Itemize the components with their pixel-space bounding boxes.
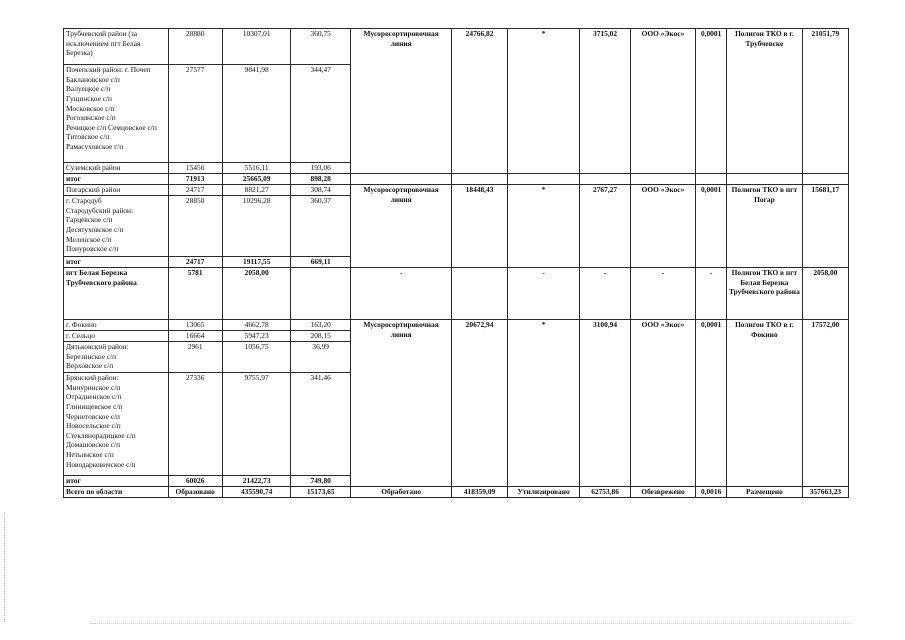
value-cell: ООО «Экос» <box>630 320 696 487</box>
row-label-cell: итог <box>64 174 169 185</box>
value-cell: Полигон ТКО в пгт Белая Березка Трубчевского района <box>726 268 802 320</box>
value-cell: Обработано <box>350 487 451 498</box>
value-cell: * <box>507 320 580 487</box>
value-cell: - <box>630 268 696 320</box>
table-row <box>64 320 849 331</box>
page-bottom-marks <box>90 623 850 625</box>
value-cell <box>802 174 848 185</box>
row-label-cell <box>64 342 169 373</box>
value-cell: 10307,01 <box>222 29 291 65</box>
label-line: Брянский район: <box>66 373 119 382</box>
row-label-cell: г. Сельцо <box>64 331 169 342</box>
row-label-cell: Погарский район <box>64 185 169 196</box>
value-cell: 25665,09 <box>222 174 291 185</box>
value-cell: 193,06 <box>291 163 350 174</box>
value-cell: 15173,65 <box>291 487 350 498</box>
value-cell: 5781 <box>168 268 222 320</box>
label-line: Речицкое с/п Семцовское с/п Титовское с/п <box>66 122 157 142</box>
value-cell: - <box>696 268 727 320</box>
label-line: Гущинское с/п <box>66 93 112 103</box>
value-cell: 0,0016 <box>696 487 727 498</box>
label-line: Новодарковичское с/п <box>66 459 136 469</box>
value-cell: 16664 <box>168 331 222 342</box>
row-label-cell: Суземский район <box>64 163 169 174</box>
table-row <box>64 29 849 65</box>
value-cell: 360,37 <box>291 196 350 257</box>
value-cell: Размещено <box>726 487 802 498</box>
label-line: Баклановское с/п <box>66 74 120 84</box>
label-line: Отрадненское с/п <box>66 392 122 402</box>
value-cell: Образовано <box>168 487 222 498</box>
value-cell: Полигон ТКО в г. Фокино <box>726 320 802 487</box>
value-cell: * <box>507 185 580 268</box>
value-cell <box>507 174 580 185</box>
value-cell: 18448,43 <box>452 185 507 268</box>
label-line: Верховское с/п <box>66 361 114 371</box>
label-line: Мичуринское с/п <box>66 382 121 392</box>
value-cell <box>452 268 507 320</box>
value-cell: - <box>580 268 630 320</box>
page-edge-marks <box>4 512 7 622</box>
value-cell: 24717 <box>168 185 222 196</box>
value-cell: 163,20 <box>291 320 350 331</box>
row-label-cell <box>64 65 169 163</box>
value-cell: 0,0001 <box>696 185 727 268</box>
label-line: Почепский район: г. Почеп <box>66 65 151 74</box>
table-row <box>64 185 849 196</box>
value-cell: 19117,55 <box>222 257 291 268</box>
value-cell: 27577 <box>168 65 222 163</box>
value-cell: 2767,27 <box>580 185 630 268</box>
value-cell <box>726 174 802 185</box>
value-cell: 749,80 <box>291 476 350 487</box>
row-label-cell: итог <box>64 476 169 487</box>
value-cell: 0,0001 <box>696 320 727 487</box>
value-cell: Обезврежено <box>630 487 696 498</box>
row-label-cell <box>64 373 169 476</box>
label-line: Домашовское с/п <box>66 440 121 450</box>
value-cell: 24766,82 <box>452 29 507 174</box>
value-cell: 435590,74 <box>222 487 291 498</box>
value-cell: 28880 <box>168 29 222 65</box>
value-cell: 21051,79 <box>802 29 848 174</box>
value-cell: 60026 <box>168 476 222 487</box>
value-cell: 24717 <box>168 257 222 268</box>
value-cell <box>696 174 727 185</box>
value-cell: 344,47 <box>291 65 350 163</box>
value-cell: 4662,78 <box>222 320 291 331</box>
value-cell: 10296,28 <box>222 196 291 257</box>
value-cell: 27336 <box>168 373 222 476</box>
value-cell: 9755,97 <box>222 373 291 476</box>
value-cell: 28850 <box>168 196 222 257</box>
row-label-cell: итог <box>64 257 169 268</box>
value-cell: 71913 <box>168 174 222 185</box>
value-cell: Утилизировано <box>507 487 580 498</box>
label-line: Нетьинское с/п <box>66 450 114 459</box>
label-line: Рамасуховское г/п <box>66 142 124 151</box>
label-line: Глинищевское с/п <box>66 401 123 411</box>
value-cell: 3715,02 <box>580 29 630 174</box>
value-cell <box>452 174 507 185</box>
value-cell: - <box>507 268 580 320</box>
value-cell: 2058,00 <box>222 268 291 320</box>
value-cell: 9841,98 <box>222 65 291 163</box>
value-cell: 2058,00 <box>802 268 848 320</box>
label-line: Гарцевское с/п <box>66 215 113 225</box>
label-line: Стародубский район: <box>66 205 133 215</box>
value-cell: Полигон ТКО в пгт Погар <box>726 185 802 268</box>
value-cell: 15456 <box>168 163 222 174</box>
value-cell: 418359,09 <box>452 487 507 498</box>
value-cell: 360,75 <box>291 29 350 65</box>
value-cell: 20672,94 <box>452 320 507 487</box>
label-line: Меленское с/п <box>66 234 112 244</box>
table-row <box>64 268 849 320</box>
value-cell: 5947,23 <box>222 331 291 342</box>
value-cell <box>291 268 350 320</box>
waste-summary-table <box>63 28 849 498</box>
value-cell: 36,99 <box>291 342 350 373</box>
value-cell: 308,74 <box>291 185 350 196</box>
value-cell: Мусоросортировочная линия <box>350 185 451 268</box>
value-cell: 3100,94 <box>580 320 630 487</box>
label-line: Рогозинское с/п <box>66 113 116 123</box>
value-cell: 8821,27 <box>222 185 291 196</box>
value-cell: Мусоросортировочная линия <box>350 29 451 174</box>
value-cell: 2961 <box>168 342 222 373</box>
value-cell: 21422,73 <box>222 476 291 487</box>
value-cell: Полигон ТКО в г. Трубчевске <box>726 29 802 174</box>
label-line: Десятуховское с/п <box>66 224 124 234</box>
value-cell: 1056,75 <box>222 342 291 373</box>
value-cell: 5516,11 <box>222 163 291 174</box>
grand-total-row <box>64 487 849 498</box>
value-cell: ООО «Экос» <box>630 29 696 174</box>
label-line: Дятьковский район: <box>66 342 129 351</box>
value-cell: 357663,23 <box>802 487 848 498</box>
value-cell: 17572,00 <box>802 320 848 487</box>
value-cell: 208,15 <box>291 331 350 342</box>
value-cell: - <box>350 268 451 320</box>
value-cell: 341,46 <box>291 373 350 476</box>
label-line: Березинское с/п <box>66 351 117 361</box>
row-label-cell: г. Фокино <box>64 320 169 331</box>
label-line: Понуровское с/п <box>66 244 119 254</box>
label-line: г. Стародуб <box>66 196 102 205</box>
value-cell: ООО «Экос» <box>630 185 696 268</box>
value-cell: 62753,86 <box>580 487 630 498</box>
label-line: Чернетовское с/п <box>66 411 120 421</box>
value-cell: * <box>507 29 580 174</box>
value-cell: 0,0001 <box>696 29 727 174</box>
label-line: Валуецкое с/п <box>66 84 111 94</box>
value-cell: 13065 <box>168 320 222 331</box>
label-line: Новосельское с/п <box>66 421 121 431</box>
value-cell: 15681,17 <box>802 185 848 268</box>
row-label-cell: Трубчевский район (за исключением пгт Белая Березка) <box>64 29 169 65</box>
value-cell <box>580 174 630 185</box>
row-label-cell <box>64 196 169 257</box>
row-label-cell: Всего по области <box>64 487 169 498</box>
total-row <box>64 174 849 185</box>
value-cell <box>630 174 696 185</box>
value-cell: Мусоросортировочная линия <box>350 320 451 487</box>
label-line: Московское с/п <box>66 103 115 113</box>
row-label-cell: пгт Белая Березка Трубчевского района <box>64 268 169 320</box>
value-cell: 669,11 <box>291 257 350 268</box>
value-cell: 898,28 <box>291 174 350 185</box>
value-cell <box>350 174 451 185</box>
label-line: Стеклянорадицкое с/п <box>66 430 136 440</box>
